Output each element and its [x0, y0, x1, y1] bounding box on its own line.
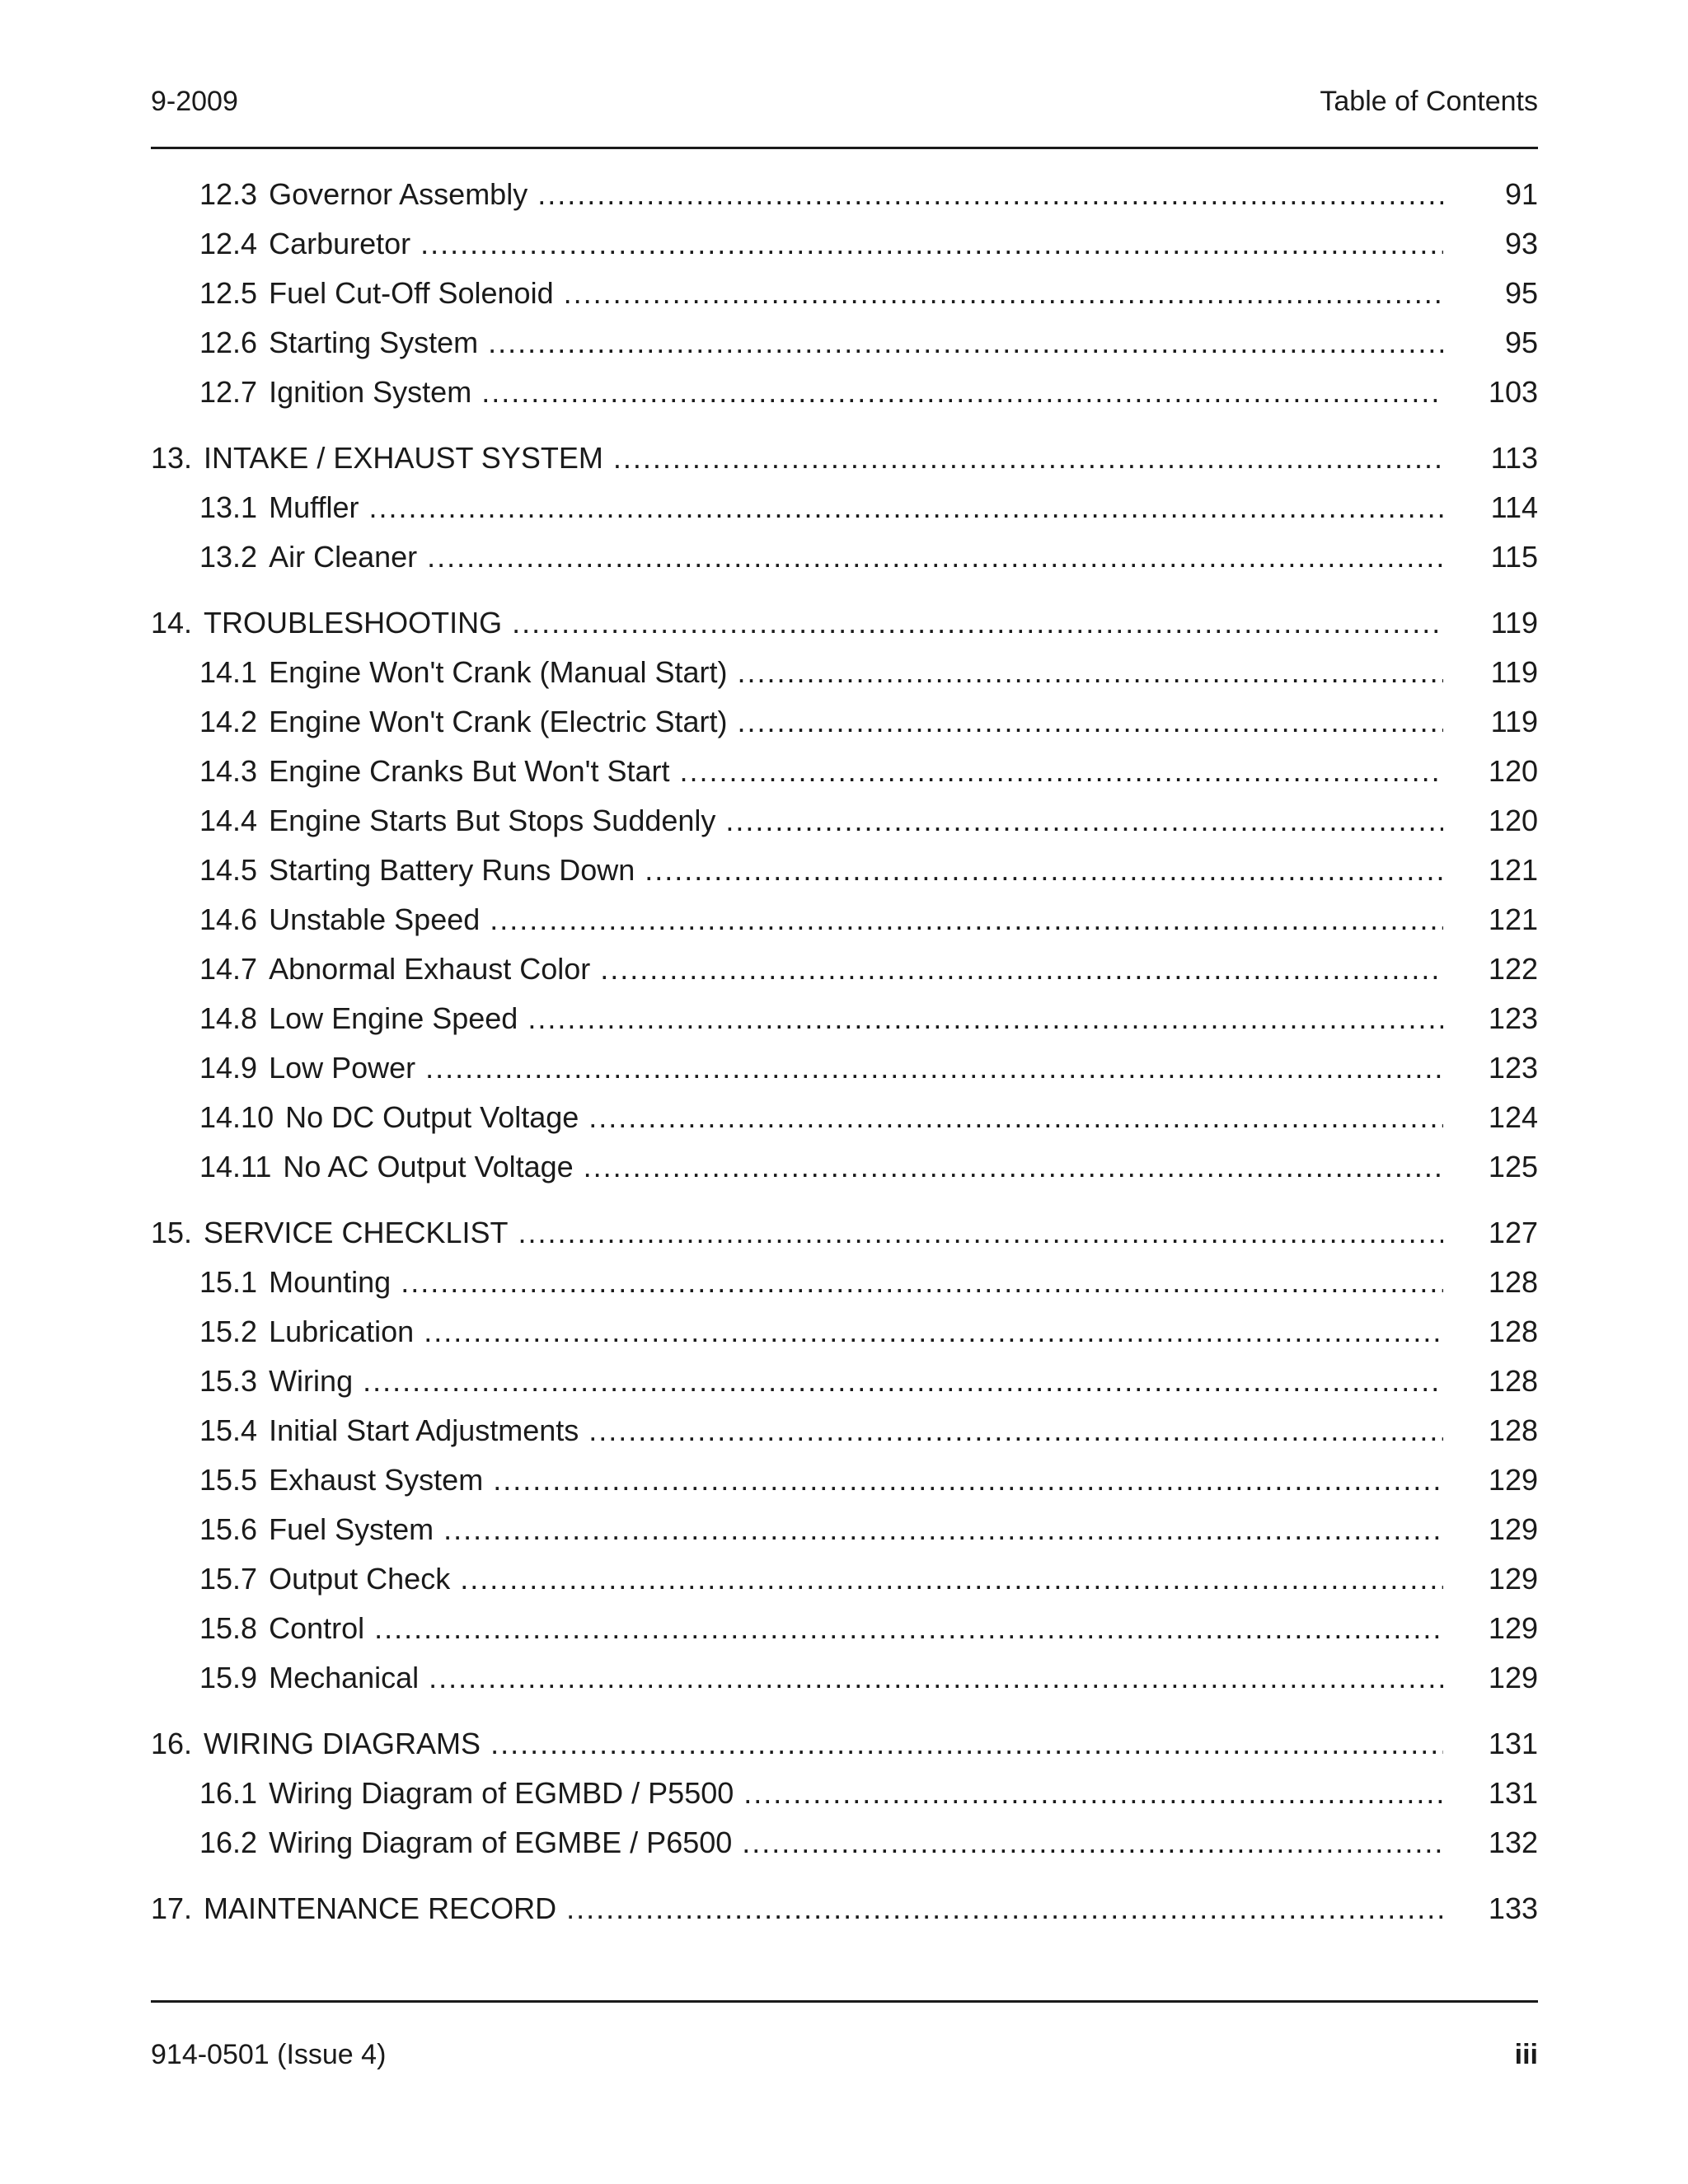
toc-entry-text — [199, 846, 1443, 895]
toc-entry-title: Mechanical ..... — [269, 1661, 1443, 1694]
toc-entry-text — [199, 1455, 1443, 1505]
toc-entry-page: 128 — [1488, 1265, 1538, 1299]
toc-entry-number: 14. — [151, 606, 193, 640]
toc-section-entry[interactable] — [151, 1769, 1538, 1818]
toc-entry-page: 132 — [1488, 1825, 1538, 1859]
toc-section-entry[interactable] — [151, 1653, 1538, 1703]
toc-chapter-entry[interactable] — [151, 1719, 1538, 1769]
toc-entry-text — [199, 368, 1443, 417]
toc-entry-title: Lubrication ..... — [269, 1315, 1443, 1348]
toc-entry-title: Engine Won't Crank (Electric Start) ..... — [269, 705, 1443, 738]
document-page — [151, 0, 1538, 2184]
toc-entry-text — [199, 532, 1443, 582]
toc-section-entry[interactable] — [151, 368, 1538, 417]
toc-entry-title: Abnormal Exhaust Color ..... — [269, 952, 1443, 986]
toc-entry-title: Exhaust System ..... — [269, 1463, 1443, 1497]
toc-entry-title: Starting System ..... — [269, 326, 1443, 359]
toc-entry-title: No DC Output Voltage ..... — [285, 1100, 1443, 1134]
toc-entry-text — [151, 1884, 1443, 1933]
toc-entry-text — [199, 1653, 1443, 1703]
toc-entry-number: 15.4 — [199, 1413, 258, 1447]
toc-entry-text — [199, 219, 1443, 269]
toc-entry-title: INTAKE / EXHAUST SYSTEM ..... — [204, 441, 1443, 475]
toc-section-entry[interactable] — [151, 1307, 1538, 1357]
toc-entry-text — [199, 648, 1443, 697]
table-of-contents — [151, 170, 1538, 1950]
toc-entry-number: 16.2 — [199, 1825, 258, 1859]
toc-entry-text — [151, 1208, 1443, 1258]
toc-section-entry[interactable] — [151, 269, 1538, 318]
toc-section-entry[interactable] — [151, 1043, 1538, 1093]
toc-section-group — [151, 1719, 1538, 1868]
toc-entry-page: 93 — [1504, 227, 1538, 260]
toc-chapter-entry[interactable] — [151, 434, 1538, 483]
toc-entry-title: Low Power ..... — [269, 1051, 1443, 1085]
toc-entry-page: 128 — [1488, 1315, 1538, 1348]
toc-entry-text — [199, 1142, 1443, 1192]
toc-entry-number: 15.7 — [199, 1562, 258, 1596]
toc-entry-title: MAINTENANCE RECORD ..... — [204, 1891, 1443, 1925]
toc-entry-text — [199, 796, 1443, 846]
toc-entry-text — [199, 994, 1443, 1043]
toc-entry-title: Engine Starts But Stops Suddenly ..... — [269, 804, 1443, 837]
toc-section-group — [151, 1208, 1538, 1703]
toc-section-entry[interactable] — [151, 796, 1538, 846]
toc-entry-number: 14.3 — [199, 754, 258, 788]
toc-entry-page: 119 — [1490, 655, 1538, 689]
toc-entry-text — [199, 1406, 1443, 1455]
toc-entry-page: 119 — [1490, 606, 1538, 640]
toc-entry-number: 13.1 — [199, 490, 258, 524]
toc-entry-number: 15. — [151, 1216, 193, 1249]
toc-entry-page: 128 — [1488, 1364, 1538, 1398]
toc-entry-title: Engine Cranks But Won't Start ..... — [269, 754, 1443, 788]
toc-entry-text — [199, 1043, 1443, 1093]
toc-entry-page: 95 — [1504, 276, 1538, 310]
footer-rule — [151, 2000, 1538, 2003]
toc-entry-number: 15.9 — [199, 1661, 258, 1694]
toc-entry-number: 15.2 — [199, 1315, 258, 1348]
toc-entry-title: Output Check ..... — [269, 1562, 1443, 1596]
toc-entry-text — [199, 944, 1443, 994]
toc-entry-text — [199, 1258, 1443, 1307]
toc-entry-page: 128 — [1488, 1413, 1538, 1447]
toc-entry-number: 12.3 — [199, 177, 258, 211]
toc-entry-number: 14.8 — [199, 1001, 258, 1035]
toc-entry-title: Wiring Diagram of EGMBE / P6500 ..... — [269, 1825, 1443, 1859]
toc-section-group — [151, 170, 1538, 417]
toc-entry-title: WIRING DIAGRAMS ..... — [204, 1727, 1443, 1760]
toc-entry-title: Engine Won't Crank (Manual Start) ..... — [269, 655, 1443, 689]
footer-doc-number: 914-0501 (Issue 4) — [151, 2039, 387, 2070]
toc-entry-number: 13.2 — [199, 540, 258, 574]
toc-entry-page: 129 — [1488, 1463, 1538, 1497]
toc-entry-title: Air Cleaner ..... — [269, 540, 1443, 574]
toc-section-entry[interactable] — [151, 219, 1538, 269]
toc-entry-text — [199, 483, 1443, 532]
toc-entry-text — [151, 1719, 1443, 1769]
toc-entry-title: Carburetor ..... — [269, 227, 1443, 260]
toc-entry-text — [199, 269, 1443, 318]
toc-entry-page: 119 — [1490, 705, 1538, 738]
page-header — [151, 82, 1538, 120]
header-rule — [151, 147, 1538, 149]
toc-entry-number: 15.1 — [199, 1265, 258, 1299]
toc-entry-title: No AC Output Voltage ..... — [283, 1150, 1443, 1183]
toc-section-entry[interactable] — [151, 1554, 1538, 1604]
toc-entry-page: 123 — [1488, 1051, 1538, 1085]
toc-entry-page: 115 — [1490, 540, 1538, 574]
toc-entry-title: Mounting ..... — [269, 1265, 1443, 1299]
toc-entry-number: 15.8 — [199, 1611, 258, 1645]
toc-entry-number: 15.6 — [199, 1512, 258, 1546]
toc-entry-page: 133 — [1488, 1891, 1538, 1925]
toc-entry-title: Ignition System ..... — [269, 375, 1443, 409]
toc-entry-number: 17. — [151, 1891, 193, 1925]
toc-entry-number: 14.10 — [199, 1100, 274, 1134]
toc-section-entry[interactable] — [151, 1505, 1538, 1554]
toc-section-entry[interactable] — [151, 1258, 1538, 1307]
toc-entry-text — [151, 434, 1443, 483]
toc-entry-page: 114 — [1490, 490, 1538, 524]
toc-entry-number: 14.11 — [199, 1150, 272, 1183]
toc-entry-title: TROUBLESHOOTING ..... — [204, 606, 1443, 640]
header-title: Table of Contents — [1320, 86, 1538, 117]
toc-entry-text — [199, 895, 1443, 944]
toc-entry-page: 127 — [1488, 1216, 1538, 1249]
toc-entry-page: 129 — [1488, 1512, 1538, 1546]
toc-entry-text — [151, 598, 1443, 648]
toc-entry-page: 129 — [1488, 1611, 1538, 1645]
toc-entry-text — [199, 1769, 1443, 1818]
toc-entry-text — [199, 318, 1443, 368]
toc-entry-number: 13. — [151, 441, 193, 475]
toc-entry-page: 125 — [1488, 1150, 1538, 1183]
toc-entry-number: 14.2 — [199, 705, 258, 738]
toc-section-entry[interactable] — [151, 994, 1538, 1043]
toc-entry-number: 14.9 — [199, 1051, 258, 1085]
toc-entry-page: 95 — [1504, 326, 1538, 359]
toc-section-entry[interactable] — [151, 895, 1538, 944]
page-footer — [151, 2036, 1538, 2074]
toc-section-entry[interactable] — [151, 846, 1538, 895]
toc-entry-title: Control ..... — [269, 1611, 1443, 1645]
footer-page-number: iii — [1514, 2039, 1538, 2070]
toc-entry-text — [199, 1505, 1443, 1554]
toc-entry-text — [199, 1093, 1443, 1142]
toc-entry-number: 16.1 — [199, 1776, 258, 1810]
toc-entry-number: 12.5 — [199, 276, 258, 310]
toc-entry-page: 120 — [1488, 804, 1538, 837]
toc-entry-number: 12.4 — [199, 227, 258, 260]
toc-entry-title: Governor Assembly ..... — [269, 177, 1443, 211]
toc-entry-number: 15.3 — [199, 1364, 258, 1398]
toc-section-entry[interactable] — [151, 648, 1538, 697]
toc-entry-text — [199, 747, 1443, 796]
toc-section-entry[interactable] — [151, 170, 1538, 219]
toc-entry-number: 14.7 — [199, 952, 258, 986]
toc-entry-number: 12.7 — [199, 375, 258, 409]
toc-section-entry[interactable] — [151, 1093, 1538, 1142]
toc-section-entry[interactable] — [151, 1406, 1538, 1455]
toc-section-entry[interactable] — [151, 483, 1538, 532]
toc-entry-page: 131 — [1488, 1727, 1538, 1760]
toc-entry-page: 121 — [1488, 853, 1538, 887]
toc-entry-page: 129 — [1488, 1562, 1538, 1596]
toc-entry-text — [199, 1554, 1443, 1604]
toc-section-entry[interactable] — [151, 697, 1538, 747]
toc-entry-number: 14.4 — [199, 804, 258, 837]
toc-entry-text — [199, 697, 1443, 747]
toc-entry-page: 103 — [1488, 375, 1538, 409]
toc-section-entry[interactable] — [151, 944, 1538, 994]
toc-entry-number: 12.6 — [199, 326, 258, 359]
toc-entry-number: 16. — [151, 1727, 193, 1760]
toc-entry-text — [199, 1818, 1443, 1868]
toc-entry-page: 123 — [1488, 1001, 1538, 1035]
toc-section-entry[interactable] — [151, 1455, 1538, 1505]
toc-entry-number: 15.5 — [199, 1463, 258, 1497]
toc-entry-number: 14.5 — [199, 853, 258, 887]
toc-entry-title: Muffler ..... — [269, 490, 1443, 524]
header-date: 9-2009 — [151, 86, 238, 117]
toc-entry-page: 122 — [1488, 952, 1538, 986]
toc-entry-title: Starting Battery Runs Down ..... — [269, 853, 1443, 887]
toc-chapter-entry[interactable] — [151, 1884, 1538, 1933]
toc-entry-page: 120 — [1488, 754, 1538, 788]
toc-entry-title: SERVICE CHECKLIST ..... — [204, 1216, 1443, 1249]
toc-chapter-entry[interactable] — [151, 598, 1538, 648]
toc-entry-page: 121 — [1488, 902, 1538, 936]
toc-section-entry[interactable] — [151, 532, 1538, 582]
toc-entry-text — [199, 1604, 1443, 1653]
toc-entry-title: Fuel Cut-Off Solenoid ..... — [269, 276, 1443, 310]
toc-entry-title: Fuel System ..... — [269, 1512, 1443, 1546]
toc-section-entry[interactable] — [151, 318, 1538, 368]
toc-entry-number: 14.1 — [199, 655, 258, 689]
toc-section-entry[interactable] — [151, 1604, 1538, 1653]
toc-entry-title: Unstable Speed ..... — [269, 902, 1443, 936]
toc-entry-text — [199, 170, 1443, 219]
toc-entry-title: Initial Start Adjustments ..... — [269, 1413, 1443, 1447]
toc-entry-text — [199, 1357, 1443, 1406]
toc-chapter-entry[interactable] — [151, 1208, 1538, 1258]
toc-section-entry[interactable] — [151, 1142, 1538, 1192]
toc-entry-title: Low Engine Speed ..... — [269, 1001, 1443, 1035]
toc-section-entry[interactable] — [151, 1818, 1538, 1868]
toc-entry-title: Wiring Diagram of EGMBD / P5500 ..... — [269, 1776, 1443, 1810]
toc-entry-page: 129 — [1488, 1661, 1538, 1694]
toc-entry-page: 131 — [1488, 1776, 1538, 1810]
toc-entry-page: 113 — [1490, 441, 1538, 475]
toc-section-entry[interactable] — [151, 747, 1538, 796]
toc-entry-page: 91 — [1504, 177, 1538, 211]
toc-section-group — [151, 598, 1538, 1192]
toc-entry-title: Wiring ..... — [269, 1364, 1443, 1398]
toc-section-group — [151, 1884, 1538, 1933]
toc-section-group — [151, 434, 1538, 582]
toc-entry-number: 14.6 — [199, 902, 258, 936]
toc-entry-text — [199, 1307, 1443, 1357]
toc-section-entry[interactable] — [151, 1357, 1538, 1406]
toc-entry-page: 124 — [1488, 1100, 1538, 1134]
